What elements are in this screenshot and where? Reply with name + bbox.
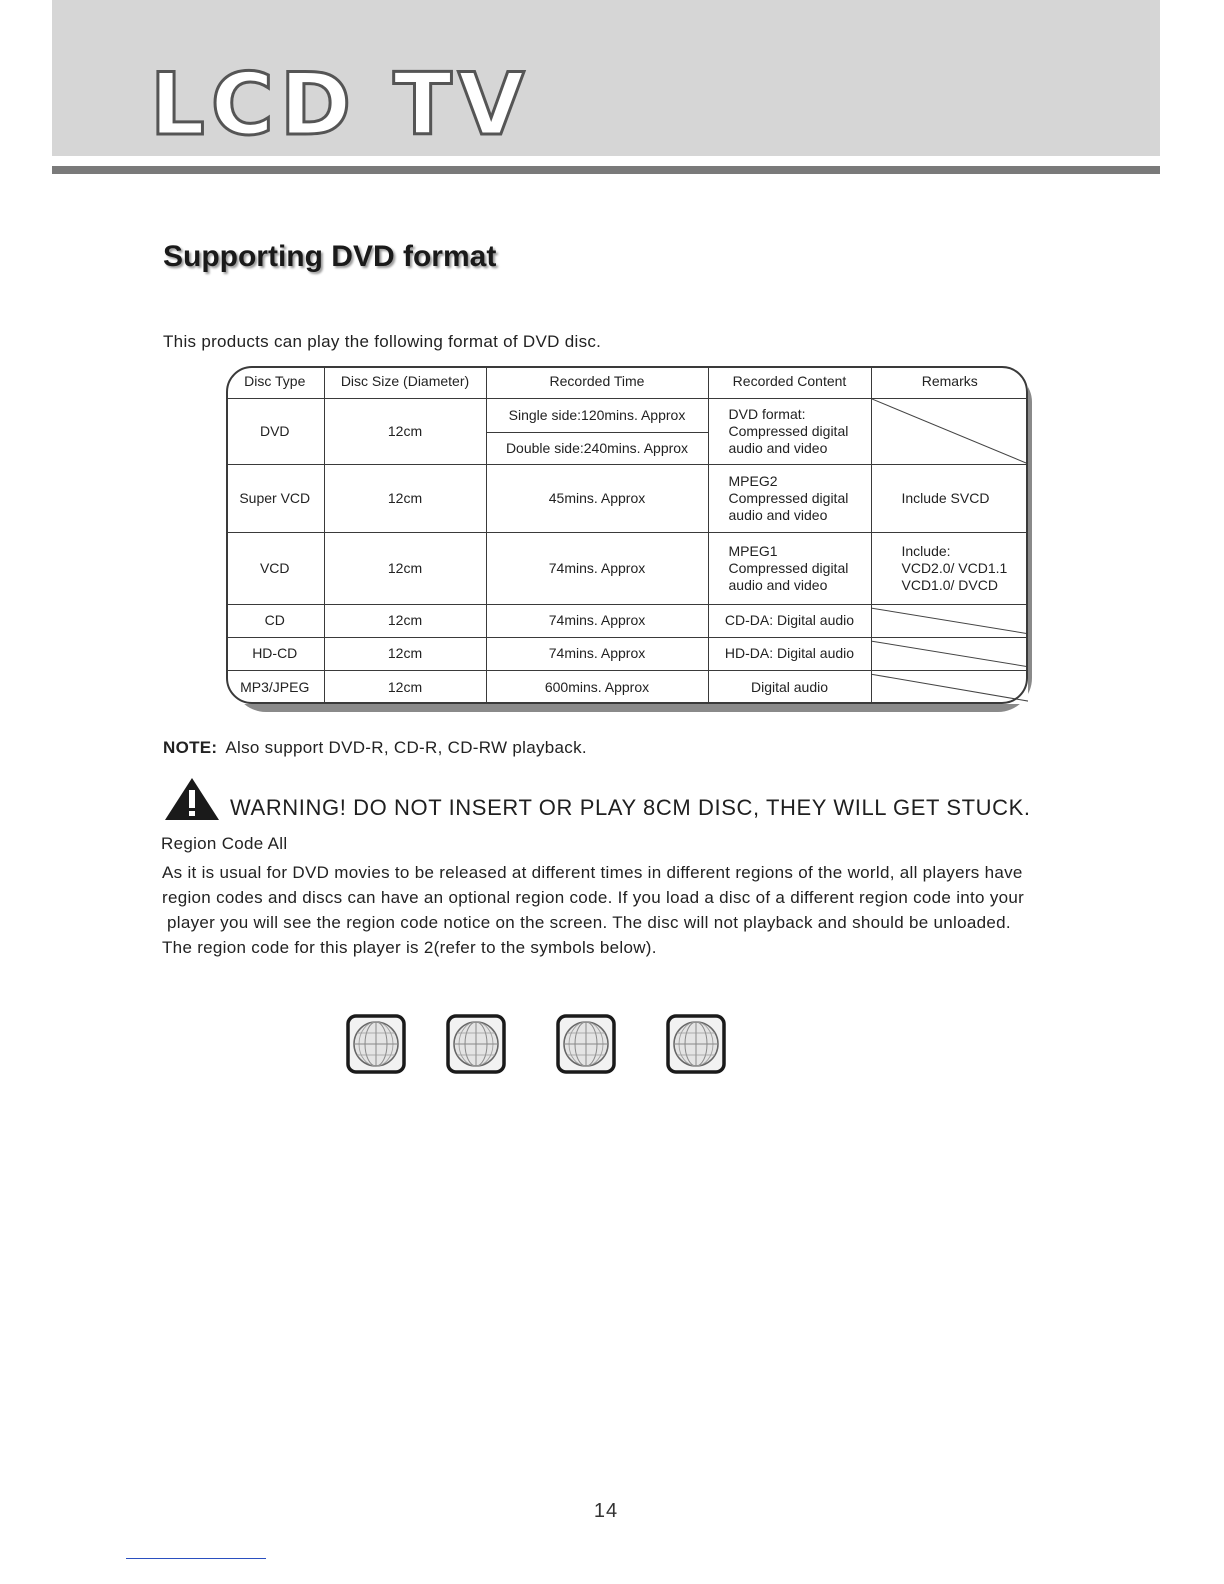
cell-remarks-empty (871, 670, 1028, 704)
note-line (163, 738, 587, 758)
content-line: DVD format: (728, 405, 806, 422)
cell-content (708, 464, 871, 532)
warning-triangle-icon (163, 776, 221, 822)
cell-type: CD (226, 604, 324, 637)
cell-time: 45mins. Approx (486, 464, 708, 532)
table-row-dvd (226, 398, 1028, 432)
cell-remarks: Include SVCD (871, 464, 1028, 532)
svg-text:LCD TV: LCD TV (150, 66, 531, 138)
cell-size: 12cm (324, 604, 486, 637)
cell-content (708, 532, 871, 604)
cell-time: 74mins. Approx (486, 532, 708, 604)
table-row-svcd (226, 464, 1028, 532)
region-globe-icon (346, 1014, 406, 1074)
cell-size: 12cm (324, 637, 486, 670)
region-code-title: Region Code All (161, 834, 288, 853)
table-row-mp3 (226, 670, 1028, 704)
note-label: NOTE: (163, 738, 218, 757)
region-code-paragraph (162, 860, 1102, 960)
paragraph-line: The region code for this player is 2(refer to the symbols below). (162, 938, 657, 957)
remarks-line: VCD2.0/ VCD1.1 (901, 559, 1008, 576)
region-globe-icon (666, 1014, 726, 1074)
paragraph-line: player you will see the region code notice on the screen. The disc will not playback and should be unloaded. (162, 913, 1011, 932)
header-recorded-content: Recorded Content (708, 366, 871, 398)
cell-size: 12cm (324, 398, 486, 464)
content-line: audio and video (728, 506, 828, 523)
cell-remarks (871, 532, 1028, 604)
cell-content (708, 398, 871, 464)
intro-text: This products can play the following format of DVD disc. (163, 332, 602, 351)
cell-content: HD-DA: Digital audio (708, 637, 871, 670)
content-line: audio and video (728, 576, 828, 593)
cell-time: 600mins. Approx (486, 670, 708, 704)
region-globe-icon (446, 1014, 506, 1074)
paragraph-line: region codes and discs can have an optional region code. If you load a disc of a different region code into your (162, 888, 1025, 907)
header-remarks: Remarks (871, 366, 1028, 398)
page-number: 14 (593, 1500, 619, 1522)
cell-type: VCD (226, 532, 324, 604)
content-line: Compressed digital (728, 489, 849, 506)
content-line: MPEG1 (728, 542, 778, 559)
cell-size: 12cm (324, 532, 486, 604)
remarks-line: VCD1.0/ DVCD (901, 576, 998, 593)
section-title: Supporting DVD format (163, 240, 497, 273)
header-disc-size: Disc Size (Diameter) (324, 366, 486, 398)
cell-type: DVD (226, 398, 324, 464)
cell-content: CD-DA: Digital audio (708, 604, 871, 637)
cell-time-double: Double side:240mins. Approx (486, 432, 708, 464)
cell-time: 74mins. Approx (486, 604, 708, 637)
footer-rule (126, 1558, 266, 1559)
cell-size: 12cm (324, 670, 486, 704)
cell-remarks-empty (871, 398, 1028, 464)
cell-content: Digital audio (708, 670, 871, 704)
content-line: Compressed digital (728, 422, 849, 439)
cell-time: 74mins. Approx (486, 637, 708, 670)
table-row-cd (226, 604, 1028, 637)
cell-type: Super VCD (226, 464, 324, 532)
table-header-row (226, 366, 1028, 398)
disc-format-table (226, 366, 1028, 704)
remarks-line: Include: (901, 542, 951, 559)
warning-text: WARNING! DO NOT INSERT OR PLAY 8CM DISC, THEY WILL GET STUCK. (230, 795, 1031, 820)
cell-type: MP3/JPEG (226, 670, 324, 704)
cell-remarks-empty (871, 604, 1028, 637)
content-line: audio and video (728, 439, 828, 456)
cell-remarks-empty (871, 637, 1028, 670)
cell-size: 12cm (324, 464, 486, 532)
content-line: Compressed digital (728, 559, 849, 576)
header-rule (52, 166, 1160, 174)
header-recorded-time: Recorded Time (486, 366, 708, 398)
table-row-vcd (226, 532, 1028, 604)
header-disc-type: Disc Type (226, 366, 324, 398)
note-text: Also support DVD-R, CD-R, CD-RW playback. (225, 738, 587, 757)
region-globe-icon (556, 1014, 616, 1074)
cell-time-single: Single side:120mins. Approx (486, 398, 708, 432)
lcd-tv-logo (150, 66, 610, 138)
cell-type: HD-CD (226, 637, 324, 670)
content-line: MPEG2 (728, 472, 778, 489)
table-row-hdcd (226, 637, 1028, 670)
paragraph-line: As it is usual for DVD movies to be released at different times in different regions of the world, all players have (162, 863, 1023, 882)
